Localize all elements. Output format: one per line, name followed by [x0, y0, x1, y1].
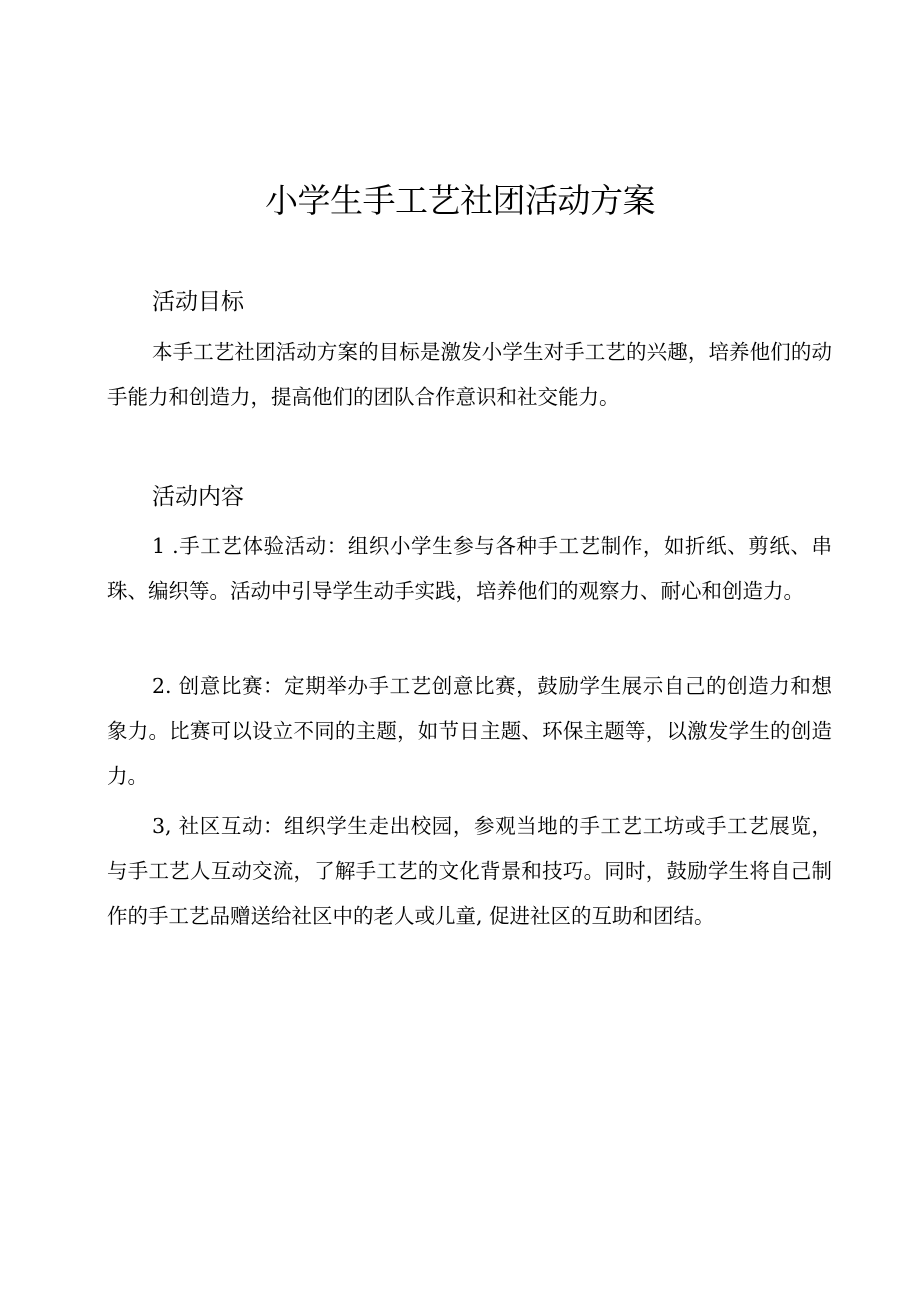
section-heading-content: 活动内容: [152, 484, 244, 510]
section-heading-goal: 活动目标: [152, 289, 244, 315]
goal-paragraph: 本手工艺社团活动方案的目标是激发小学生对手工艺的兴趣，培养他们的动手能力和创造力，提高他们的团队合作意识和社交能力。: [107, 340, 832, 409]
content-item-1: 1 .手工艺体验活动：组织小学生参与各种手工艺制作，如折纸、剪纸、串珠、编织等。活动中引导学生动手实践，培养他们的观察力、耐心和创造力。: [107, 534, 832, 603]
document-title: 小学生手工艺社团活动方案: [265, 181, 655, 220]
content-item-2: 2. 创意比赛：定期举办手工艺创意比赛，鼓励学生展示自己的创造力和想象力。比赛可以设立不同的主题，如节日主题、环保主题等，以激发学生的创造力。: [107, 674, 832, 788]
content-item-3: 3, 社区互动：组织学生走出校园，参观当地的手工艺工坊或手工艺展览，与手工艺人互动交流，了解手工艺的文化背景和技巧。同时，鼓励学生将自己制作的手工艺品赠送给社区中的老人或儿童, 促进社区的互助和团结。: [107, 814, 832, 928]
